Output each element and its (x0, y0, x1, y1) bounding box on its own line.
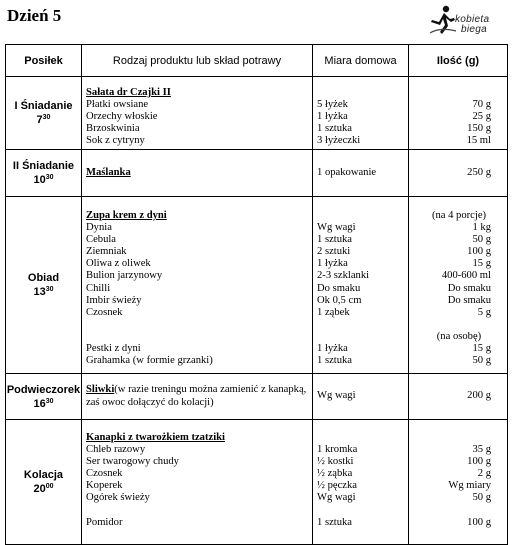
list-item: Brzoskwinia (86, 123, 140, 135)
meal-name: Podwieczorek (6, 383, 81, 396)
amount-value: 250 g (467, 166, 491, 178)
table-row (6, 150, 508, 197)
amount-value: Do smaku (447, 282, 491, 294)
list-item: Sok z cytryny (86, 135, 145, 147)
amount-value: 25 g (472, 111, 491, 123)
amount-value: 1 kg (472, 222, 491, 234)
meal-time: $7^{30}$ (36, 114, 51, 126)
meal-cell (6, 197, 82, 374)
table-row (6, 197, 508, 374)
measure-value: 1 sztuka (317, 234, 353, 246)
measure-value: Do smaku (317, 282, 361, 294)
dish-name: Zupa krem z dyni (86, 210, 167, 221)
amount-value: 50 g (472, 355, 491, 367)
measure-value: Ok 0,5 cm (317, 294, 362, 306)
amount-value: 50 g (472, 492, 491, 504)
measure-value: Wg wagi (317, 492, 356, 504)
amount-value: 15 g (472, 258, 491, 270)
dish-name: Sałata dr Czajki II (86, 87, 171, 98)
list-item: Koperek (86, 480, 123, 492)
meal-name: I Śniadanie (14, 100, 73, 112)
list-item: Orzechy włoskie (86, 111, 158, 123)
list-item: Ser twarogowy chudy (86, 456, 179, 468)
measure-value: ½ kostki (317, 456, 354, 468)
amount-value: Do smaku (447, 294, 491, 306)
amount-value: 400-600 ml (441, 270, 491, 282)
dish-name: Kanapki z twarożkiem tzatziki (86, 432, 225, 443)
measure-value: ½ ząbka (317, 468, 353, 480)
list-item: Grahamka (w formie grzanki) (86, 355, 213, 367)
amount-value: 100 g (467, 516, 491, 528)
amount-value: 100 g (467, 456, 491, 468)
logo-text-line1: kobieta (455, 14, 490, 25)
amount-value: 100 g (467, 246, 491, 258)
list-item: Pestki z dyni (86, 343, 141, 355)
page-title: Dzień 5 (7, 6, 62, 25)
list-item: Czosnek (86, 306, 123, 318)
meal-name: Obiad (27, 272, 60, 284)
list-item: Czosnek (86, 468, 123, 480)
logo (428, 3, 508, 41)
person-note: (na osobę) (436, 330, 482, 342)
measure-value: 1 kromka (317, 444, 358, 456)
amount-value: 150 g (467, 123, 491, 135)
measure-value: 1 sztuka (317, 355, 353, 367)
measure-value: 1 sztuka (317, 516, 353, 528)
meal-cell (6, 374, 82, 420)
dish-name: Maślanka (86, 166, 131, 178)
measure-value: 1 łyżka (317, 343, 348, 355)
measure-value: 1 sztuka (317, 123, 353, 135)
dish-note: (w razie treningu można zamienić z kanapką, (114, 384, 307, 396)
meal-name: Kolacja (23, 469, 64, 481)
header-amount: Ilość (g) (409, 45, 508, 77)
measure-value: ½ pęczka (317, 480, 357, 492)
runner-icon (428, 5, 458, 39)
measure-value: 1 opakowanie (317, 166, 377, 178)
meal-time: $13^{30}$ (33, 286, 54, 298)
table-row (6, 420, 508, 545)
list-item: Pomidor (86, 516, 123, 528)
logo-text-line2: biega (461, 24, 487, 35)
list-item: Ziemniak (86, 246, 127, 258)
amount-value: 70 g (472, 99, 491, 111)
meal-name: II Śniadanie (12, 160, 75, 172)
measure-value: 1 łyżka (317, 258, 348, 270)
header-meal: Posiłek (6, 45, 82, 77)
header-household-measure: Miara domowa (313, 45, 409, 77)
measure-value: 2 sztuki (317, 246, 351, 258)
measure-value: 5 łyżek (317, 99, 348, 111)
measure-value: 2-3 szklanki (317, 270, 370, 282)
measure-value: Wg wagi (317, 390, 356, 402)
amount-value: 50 g (472, 234, 491, 246)
header-product: Rodzaj produktu lub skład potrawy (82, 45, 313, 77)
list-item: Bulion jarzynowy (86, 270, 163, 282)
meal-plan-table (5, 44, 508, 545)
list-item: Ogórek świeży (86, 492, 150, 504)
list-item: Dynia (86, 222, 112, 234)
list-item: Płatki owsiane (86, 99, 149, 111)
meal-time: $16^{30}$ (33, 397, 54, 410)
table-row (6, 77, 508, 150)
measure-value: Wg wagi (317, 222, 356, 234)
amount-value: 15 g (472, 343, 491, 355)
table-header-row (6, 45, 508, 77)
amount-value: 200 g (467, 390, 491, 402)
measure-value: 1 ząbek (317, 306, 350, 318)
table-row (6, 374, 508, 420)
dish-name: Śliwki (86, 384, 115, 396)
meal-cell (6, 150, 82, 197)
dish-note-continued: zaś owoc dołączyć do kolacji) (86, 396, 214, 408)
meal-cell (6, 420, 82, 545)
meal-time: $20^{00}$ (33, 483, 54, 495)
meal-cell (6, 77, 82, 150)
amount-value: 15 ml (466, 135, 491, 147)
measure-value: 1 łyżka (317, 111, 348, 123)
portion-note: (na 4 porcje) (431, 210, 487, 221)
measure-value: 3 łyżeczki (317, 135, 361, 147)
amount-value: Wg miary (448, 480, 491, 492)
list-item: Imbir świeży (86, 294, 142, 306)
amount-value: 2 g (477, 468, 491, 480)
amount-value: 35 g (472, 444, 491, 456)
meal-time: $10^{30}$ (33, 174, 54, 186)
list-item: Cebula (86, 234, 117, 246)
list-item: Chilli (86, 282, 111, 294)
list-item: Chleb razowy (86, 444, 146, 456)
amount-value: 5 g (477, 306, 491, 318)
list-item: Oliwa z oliwek (86, 258, 151, 270)
